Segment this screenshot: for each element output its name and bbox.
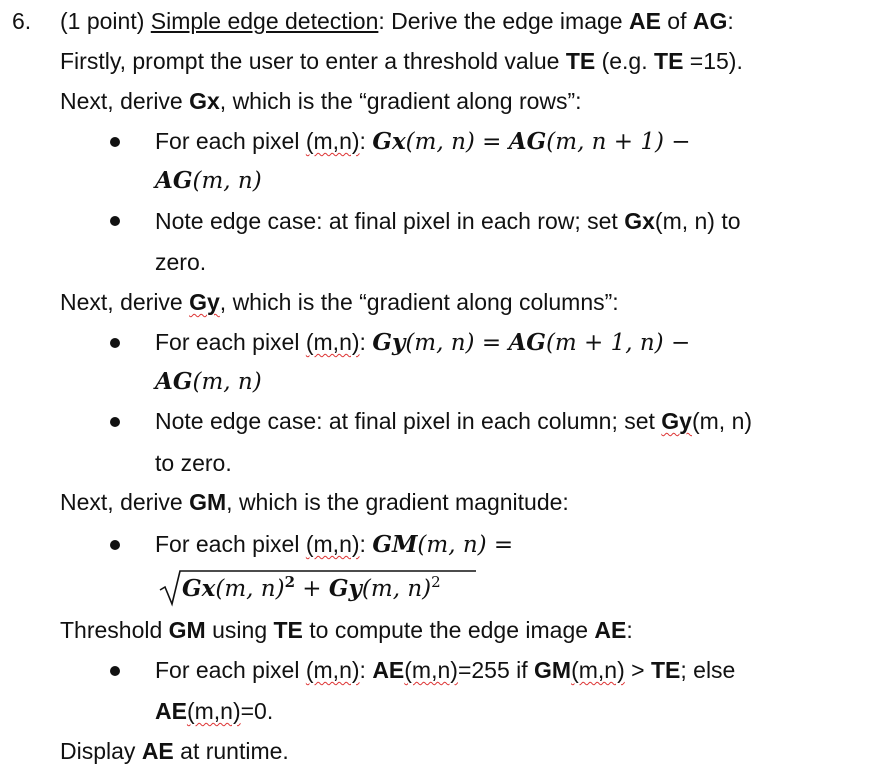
- sqrt-radicand: Gx(m, n)$^2$ + Gy(m, n)$^2$: [182, 573, 441, 602]
- bullet-gy-edge-case: [110, 417, 120, 427]
- bullet-gy-formula: [110, 338, 120, 348]
- gm-intro-line: Next, derive GM, which is the gradient magnitude:: [60, 489, 569, 515]
- gy-edge-case-continuation: to zero.: [155, 450, 232, 476]
- bullet-gm-formula: [110, 540, 120, 550]
- gx-intro-line: Next, derive Gx, which is the “gradient along rows”:: [60, 88, 582, 114]
- gx-formula-continuation: AG(m, n): [155, 167, 262, 194]
- threshold-rule-continuation: AE(m,n)=0.: [155, 698, 274, 724]
- gy-formula-continuation: AG(m, n): [155, 368, 262, 395]
- question-header: (1 point) Simple edge detection: Derive the edge image AE of AG:: [60, 8, 734, 34]
- item-number: 6.: [12, 8, 32, 34]
- display-line: Display AE at runtime.: [60, 738, 289, 764]
- gx-formula-line: For each pixel (m,n): Gx(m, n) = AG(m, n + 1) −: [155, 128, 691, 155]
- threshold-intro-line: Threshold GM using TE to compute the edge image AE:: [60, 617, 633, 643]
- bullet-gx-formula: [110, 137, 120, 147]
- question-title: Simple edge detection: [150, 8, 379, 34]
- gy-intro-line: Next, derive Gy, which is the “gradient along columns”:: [60, 289, 619, 315]
- gm-formula-line: For each pixel (m,n): GM(m, n) =: [155, 531, 514, 558]
- gx-edge-case-continuation: zero.: [155, 249, 207, 275]
- bullet-gx-edge-case: [110, 216, 120, 226]
- gy-formula-line: For each pixel (m,n): Gy(m, n) = AG(m + 1, n) −: [155, 329, 691, 356]
- gy-edge-case-line: Note edge case: at final pixel in each column; set Gy(m, n): [155, 408, 753, 434]
- gx-edge-case-line: Note edge case: at final pixel in each row; set Gx(m, n) to: [155, 208, 741, 234]
- threshold-rule-line: For each pixel (m,n): AE(m,n)=255 if GM(m,n) > TE; else: [155, 657, 736, 683]
- threshold-prompt-line: Firstly, prompt the user to enter a threshold value TE (e.g. TE =15).: [60, 48, 743, 74]
- bullet-threshold-rule: [110, 666, 120, 676]
